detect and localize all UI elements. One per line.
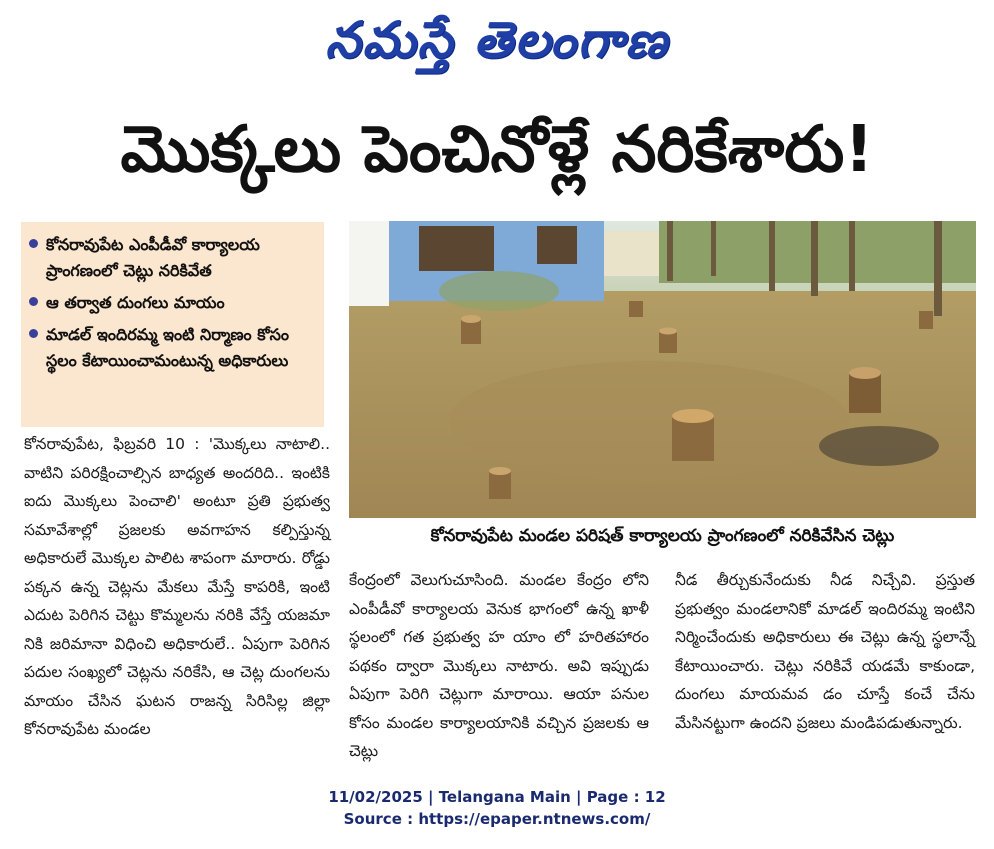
- highlight-item: [29, 322, 316, 374]
- highlight-text: మాడల్ ఇందిరమ్మ ఇంటి నిర్మాణం కోసం స్థలం కేటాయించామంటున్న అధికారులు: [46, 325, 289, 370]
- source-link[interactable]: Source : https://epaper.ntnews.com/: [343, 810, 651, 828]
- edition-info: 11/02/2025 | Telangana Main | Page : 12: [328, 788, 666, 806]
- tree-stumps-photo: [349, 221, 976, 518]
- highlight-text: ఆ తర్వాత దుంగలు మాయం: [46, 293, 225, 312]
- bullet-icon: [29, 297, 38, 306]
- newspaper-masthead: నమస్తే తెలంగాణ: [325, 11, 669, 69]
- highlight-item: [29, 290, 316, 316]
- article-column-3: [675, 566, 975, 766]
- bullet-icon: [29, 329, 38, 338]
- article-headline: మొక్కలు పెంచినోళ్లే నరికేశారు!: [120, 113, 874, 187]
- article-text: కేంద్రంలో వెలుగుచూసింది. మండల కేంద్రం లోని ఎంపీడీవో కార్యాలయ వెనుక భాగంలో ఉన్న ఖాళీ స్థలంలో గత ప్రభుత్వ హ యాం లో హరితహారం పథకం ద్వారా మొక్కలు నాటారు. అవి ఇప్పుడు ఏపుగా పెరిగి చెట్లుగా మారాయి. ఆయా పనుల కోసం మండల కార్యాలయానికి వచ్చిన ప్రజలకు ఆ చెట్లు: [349, 571, 649, 760]
- highlights-box: [21, 222, 324, 427]
- article-text: నీడ తీర్చుకునేందుకు నీడ నిచ్చేవి. ప్రస్తుత ప్రభుత్వం మండలానికో మాడల్ ఇందిరమ్మ ఇంటిని నిర్మించేందుకు అధికారులు ఈ చెట్లు ఉన్న స్థలాన్నే కేటాయించారు. చెట్లు నరికివే యడమే కాకుండా, దుంగలు మాయమవ డం చూస్తే కంచే చేను మేసినట్టుగా ఉందని ప్రజలు మండిపడుతున్నారు.: [675, 571, 975, 732]
- page-footer: [0, 786, 994, 830]
- article-text: కోనరావుపేట, ఫిబ్రవరి 10 : 'మొక్కలు నాటాలి.. వాటిని పరిరక్షించాల్సిన బాధ్యత అందరిది.. ఇంటికి ఐదు మొక్కలు పెంచాలి' అంటూ ప్రతి ప్రభుత్వ సమావేశాల్లో ప్రజలకు అవగాహన కల్పిస్తున్న అధికారులే మొక్కల పాలిట శాపంగా మారారు. రోడ్డు పక్కన ఉన్న చెట్లను మేకలు మేస్తే కాపరికి, ఇంటి ఎదుట పెరిగిన చెట్టు కొమ్మలను నరికి వేస్తే యజమా నికి జరిమానా విధించి అధికారులే.. ఏపుగా పెరిగిన పదుల సంఖ్యలో చెట్లను నరికేసి, ఆ చెట్ల దుంగలను మాయం చేసిన ఘటన రాజన్న సిరిసిల్ల జిల్లా కోనరావుపేట మండల: [24, 435, 330, 738]
- highlight-item: [29, 232, 316, 284]
- photo-caption: కోనరావుపేట మండల పరిషత్ కార్యాలయ ప్రాంగణంలో నరికివేసిన చెట్లు: [430, 526, 895, 546]
- bullet-icon: [29, 239, 38, 248]
- news-photo: [349, 221, 976, 518]
- article-column-1: [24, 430, 330, 760]
- highlight-text: కోనరావుపేట ఎంపీడీవో కార్యాలయ ప్రాంగణంలో చెట్లు నరికివేత: [46, 235, 260, 280]
- article-column-2: [349, 566, 649, 766]
